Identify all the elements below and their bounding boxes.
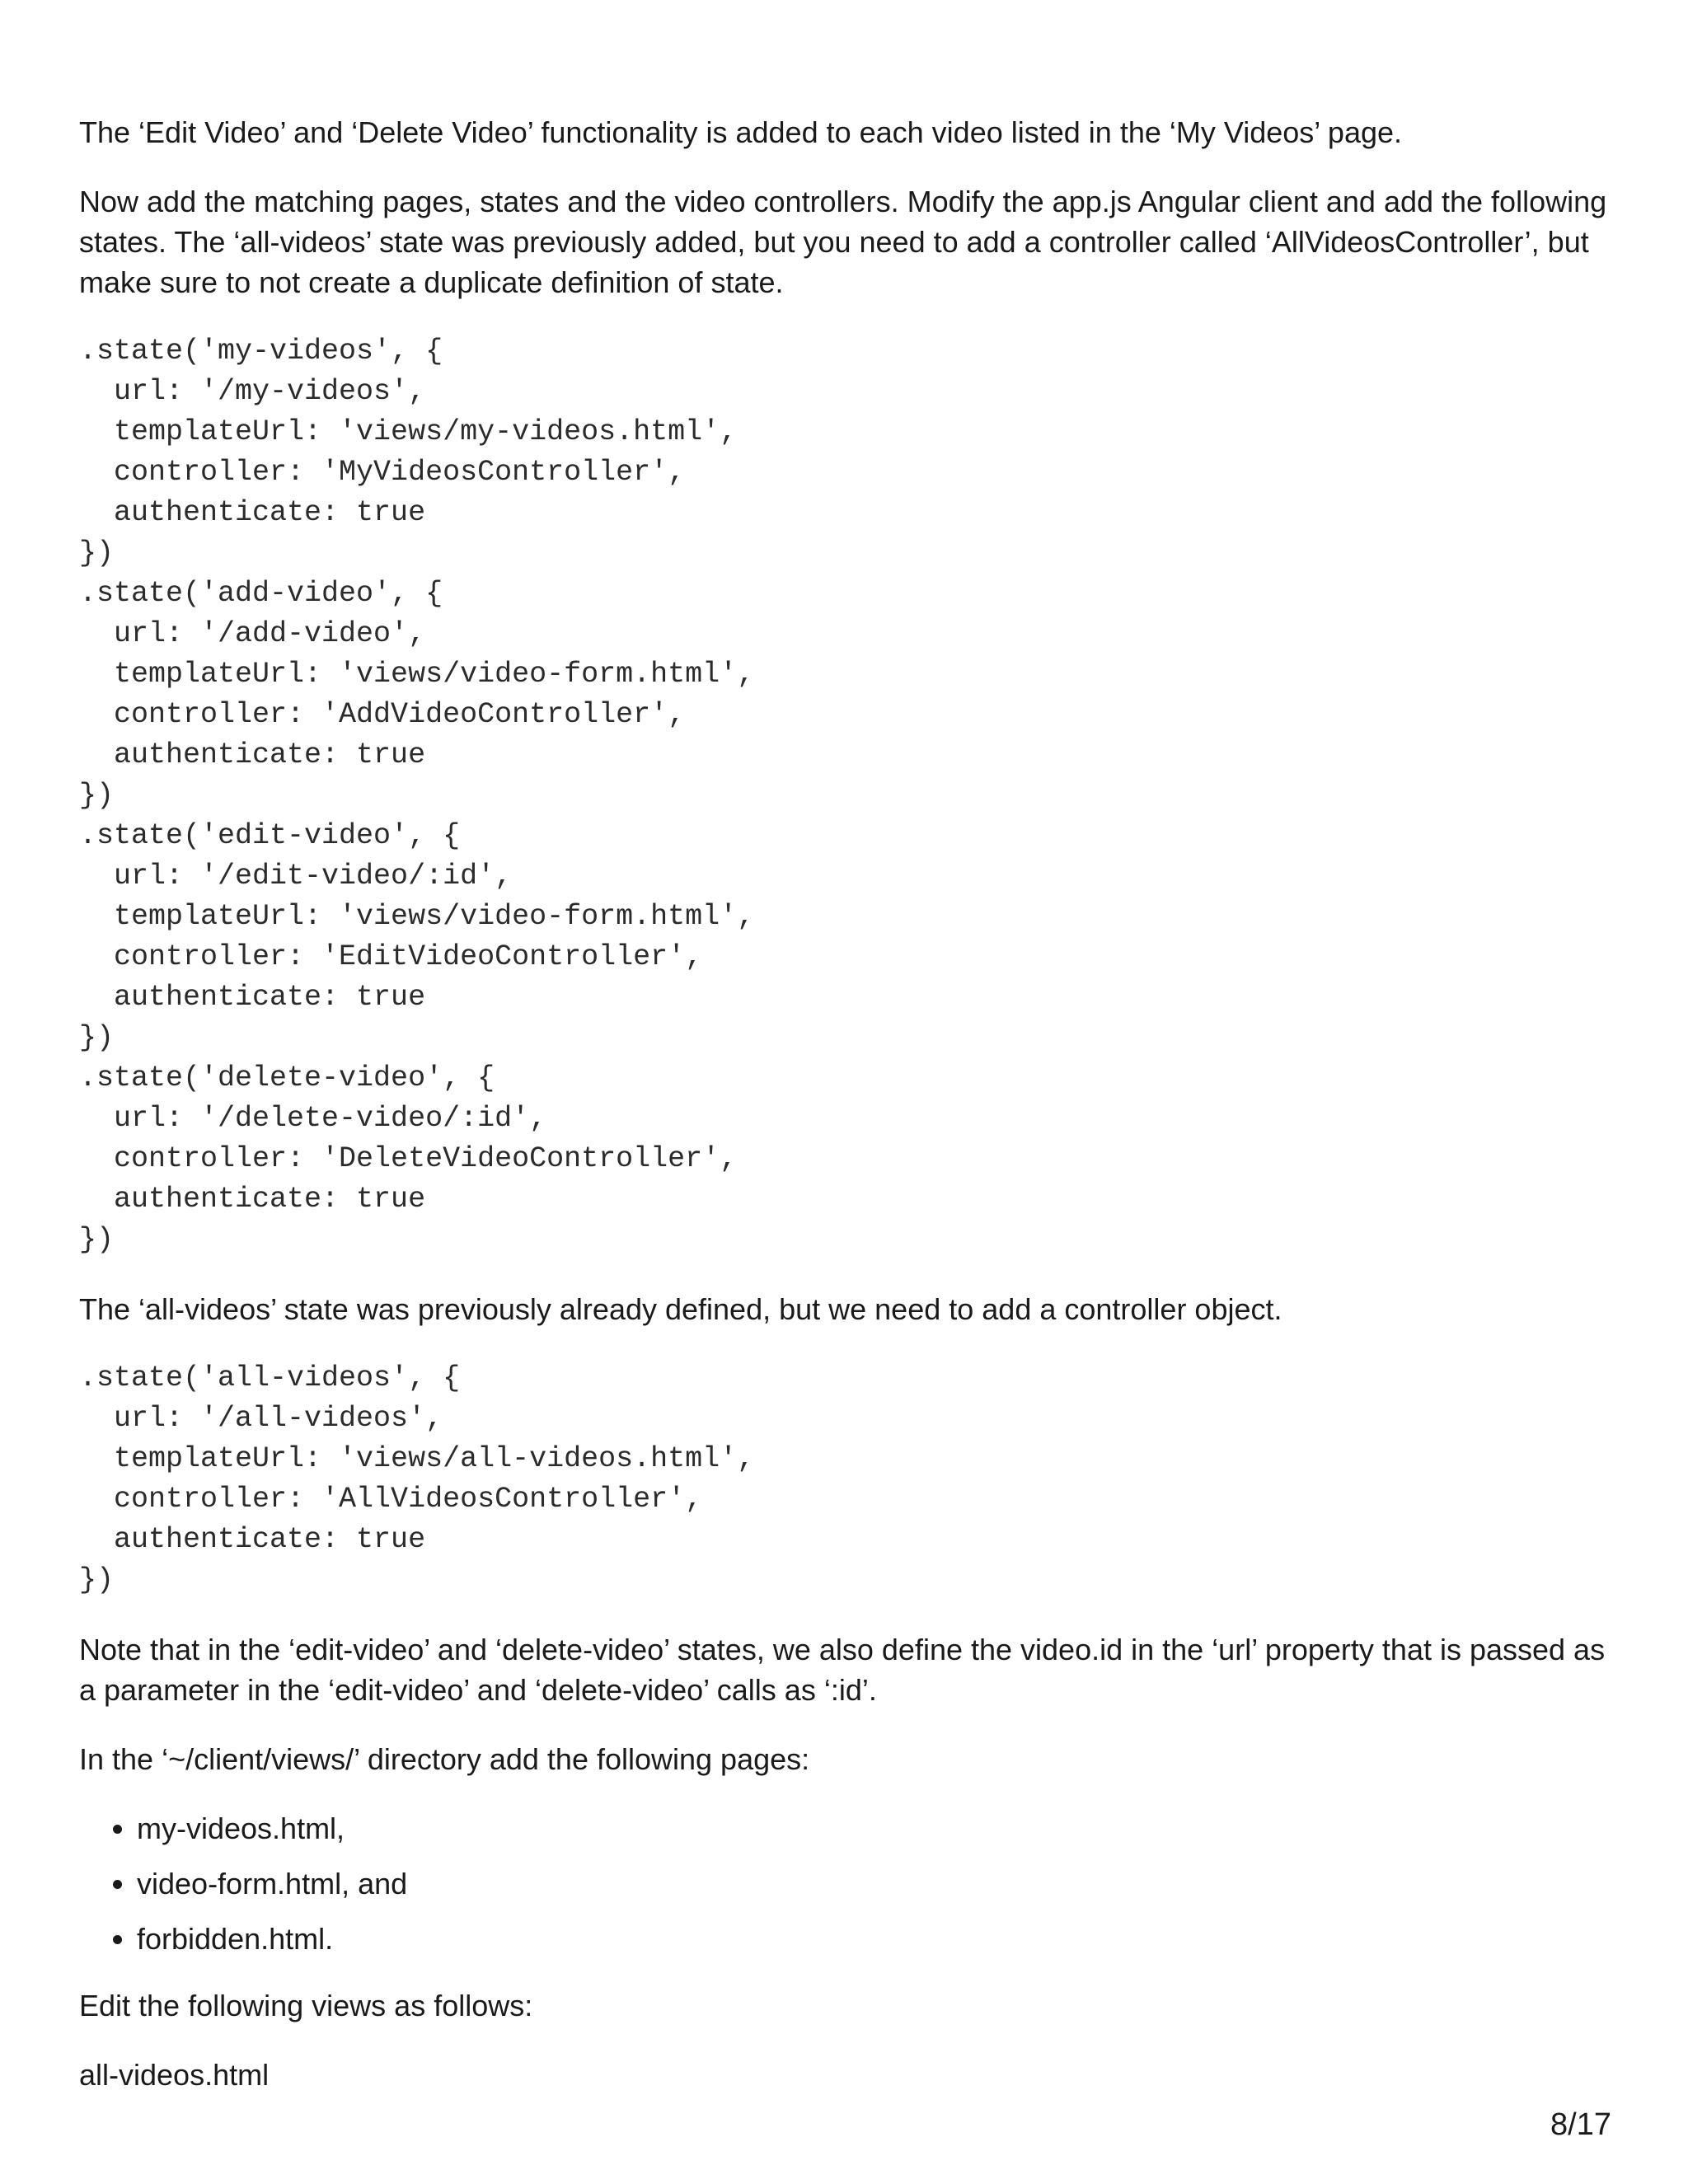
list-item: • my-videos.html,: [137, 1808, 1612, 1849]
pages-list: [79, 1808, 1612, 1959]
views-directory-paragraph: In the ‘~/client/views/’ directory add the following pages:: [79, 1742, 810, 1776]
list-item: • video-form.html, and: [137, 1863, 1612, 1904]
list-item: • forbidden.html.: [137, 1919, 1612, 1959]
document-page: [79, 112, 1615, 2124]
all-videos-filename-heading: all-videos.html: [79, 2058, 270, 2092]
url-id-note-paragraph: Note that in the ‘edit-video’ and ‘delete-video’ states, we also define the video.id in the ‘url’ property that is passed as a parameter in the ‘edit-video’ and ‘delete-video’ calls as ‘:id’.: [79, 1633, 1614, 1707]
all-videos-note-paragraph: The ‘all-videos’ state was previously already defined, but we need to add a controller object.: [79, 1292, 1282, 1326]
edit-views-paragraph: Edit the following views as follows:: [79, 1989, 533, 2022]
states-code-block: .state('my-videos', { url: '/my-videos', templateUrl: 'views/my-videos.html', controller: 'MyVideosController', authenticate: true }) .state('add-video', { url: '/add-video', templateUrl: 'views/video-form.html', controller: 'AddVideoController', authenticate: true }) .state('edit-video', { url: '/edit-video/:id', templateUrl: 'views/video-form.html', controller: 'EditVideoController', authenticate: true }) .state('delete-video', { url: '/delete-video/:id', controller: 'DeleteVideoController', authenticate: true }): [79, 335, 755, 1256]
all-videos-code-block: .state('all-videos', { url: '/all-videos', templateUrl: 'views/all-videos.html', controller: 'AllVideosController', authenticate: true }): [79, 1361, 755, 1596]
instructions-paragraph: Now add the matching pages, states and the video controllers. Modify the app.js Angular client and add the following states. The ‘all-videos’ state was previously added, but you need to add a controller called ‘AllVideosController’, but make sure to not create a duplicate definition of state.: [79, 185, 1615, 299]
intro-paragraph: The ‘Edit Video’ and ‘Delete Video’ functionality is added to each video listed in the ‘My Videos’ page.: [79, 115, 1403, 149]
page-number: 8/17: [1550, 2107, 1611, 2142]
